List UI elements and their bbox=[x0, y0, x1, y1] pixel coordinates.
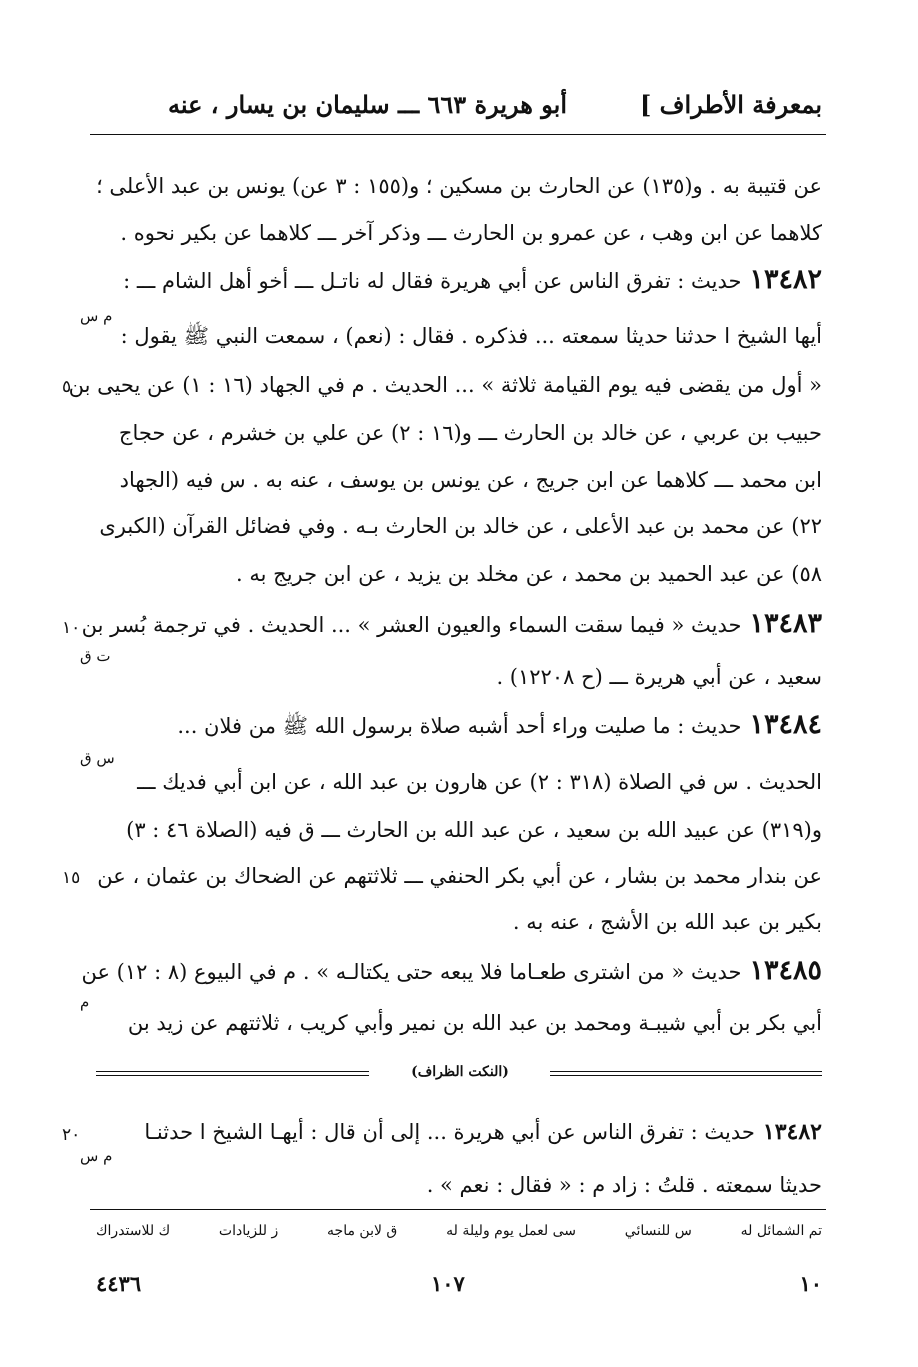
book-sigla: م س bbox=[80, 307, 113, 325]
text-line: الحديث . س في الصلاة (٣١٨ : ٢) عن هارون بن عبد الله ، عن ابن أبي فديك ـــ bbox=[137, 770, 822, 794]
header-title-center: أبو هريرة ٦٦٣ ـــ سليمان بن يسار ، عنه bbox=[168, 90, 567, 119]
nukat-entry: ١٣٤٨٢حديث : تفرق الناس عن أبي هريرة ... إلى أن قال : أيهـا الشيخ ا حدثنـا bbox=[144, 1119, 822, 1145]
legend-rule bbox=[90, 1209, 826, 1210]
sequence-number: ٤٤٣٦ bbox=[96, 1271, 142, 1296]
hadith-number: ١٣٤٨٢ bbox=[762, 1119, 822, 1145]
text-line: ابن محمد ـــ كلاهما عن ابن جريج ، عن يونس بن يوسف ، عنه به . س فيه (الجهاد bbox=[119, 468, 822, 492]
hadith-number: ١٣٤٨٤ bbox=[749, 709, 822, 740]
hadith-entry: ١٣٤٨٤حديث : ما صليت وراء أحد أشبه صلاة برسول الله ﷺ من فلان ... bbox=[177, 709, 822, 740]
legend-item: ك للاستدراك bbox=[96, 1223, 171, 1239]
hadith-entry: ١٣٤٨٣حديث « فيما سقت السماء والعيون العشر » ... الحديث . في ترجمة بُسر بن bbox=[81, 608, 822, 639]
header-title-right: بمعرفة الأطراف ] bbox=[639, 90, 822, 119]
text-line: سعيد ، عن أبي هريرة ـــ (ح ١٢٢٠٨) . bbox=[496, 665, 822, 689]
text-line: عن بندار محمد بن بشار ، عن أبي بكر الحنفي ـــ ثلاثتهم عن الضحاك بن عثمان ، عن bbox=[97, 864, 822, 888]
hadith-number: ١٣٤٨٣ bbox=[749, 608, 822, 639]
legend-item: سى لعمل يوم وليلة له bbox=[446, 1223, 576, 1239]
legend-item: ز للزيادات bbox=[218, 1223, 279, 1239]
text-line: أبي بكر بن أبي شيبـة ومحمد بن عبد الله بن نمير وأبي كريب ، ثلاثتهم عن زيد بن bbox=[127, 1011, 822, 1035]
header-rule bbox=[90, 134, 826, 135]
section-divider-label: (النكت الظراف) bbox=[411, 1064, 509, 1080]
text-line: عن قتيبة به . و(١٣٥) عن الحارث بن مسكين ؛ و(١٥٥ : ٣ عن) يونس بن عبد الأعلى ؛ bbox=[96, 174, 822, 198]
book-sigla: م bbox=[80, 993, 90, 1011]
hadith-entry: ١٣٤٨٢حديث : تفرق الناس عن أبي هريرة فقال له ناتـل ـــ أخو أهل الشام ـــ : bbox=[123, 264, 822, 295]
text-line: كلاهما عن ابن وهب ، عن عمرو بن الحارث ـــ وذكر آخر ـــ كلاهما عن بكير نحوه . bbox=[120, 221, 822, 245]
book-sigla: ت ق bbox=[80, 647, 111, 665]
page-footer bbox=[96, 1271, 822, 1301]
section-divider-right bbox=[550, 1071, 822, 1076]
margin-line-number: ١٠ bbox=[62, 618, 81, 638]
text-line: « أول من يقضى فيه يوم القيامة ثلاثة » ... الحديث . م في الجهاد (١٦ : ١) عن يحيى بن bbox=[68, 373, 822, 397]
hadith-number: ١٣٤٨٢ bbox=[749, 264, 822, 295]
section-divider-left bbox=[96, 1071, 369, 1076]
margin-line-number: ٢٠ bbox=[62, 1125, 81, 1145]
legend-item: تم الشمائل له bbox=[740, 1223, 822, 1239]
text-line: حبيب بن عربي ، عن خالد بن الحارث ـــ و(١٦ : ٢) عن علي بن خشرم ، عن حجاج bbox=[118, 421, 822, 445]
volume-number: ١٠ bbox=[799, 1271, 822, 1296]
margin-line-number: ١٥ bbox=[62, 868, 81, 888]
page-number: ١٠٧ bbox=[431, 1271, 465, 1296]
hadith-entry: ١٣٤٨٥حديث « من اشترى طعـاما فلا يبعه حتى يكتالـه » . م في البيوع (٨ : ١٢) عن bbox=[81, 955, 822, 986]
text-line: حديثا سمعته . قلتُ : زاد م : « فقال : نعم » . bbox=[426, 1173, 822, 1197]
legend-item: ق لابن ماجه bbox=[327, 1223, 398, 1239]
book-sigla: س ق bbox=[80, 749, 115, 767]
running-header bbox=[96, 84, 822, 130]
hadith-number: ١٣٤٨٥ bbox=[749, 955, 822, 986]
abbreviations-legend bbox=[96, 1223, 822, 1239]
text-line: أيها الشيخ ا حدثنا حديثا سمعته ... فذكره . فقال : (نعم) ، سمعت النبي ﷺ يقول : bbox=[120, 324, 822, 348]
book-sigla: م س bbox=[80, 1147, 113, 1165]
margin-line-number: ٥ bbox=[62, 377, 72, 397]
text-line: بكير بن عبد الله بن الأشج ، عنه به . bbox=[512, 910, 822, 934]
text-line: و(٣١٩) عن عبيد الله بن سعيد ، عن عبد الله بن الحارث ـــ ق فيه (الصلاة ٤٦ : ٣) bbox=[126, 818, 822, 842]
text-line: ٥٨) عن عبد الحميد بن محمد ، عن مخلد بن يزيد ، عن ابن جريج به . bbox=[236, 562, 822, 586]
legend-item: س للنسائي bbox=[624, 1223, 692, 1239]
text-line: ٢٢) عن محمد بن عبد الأعلى ، عن خالد بن الحارث بـه . وفي فضائل القرآن (الكبرى bbox=[99, 514, 822, 538]
